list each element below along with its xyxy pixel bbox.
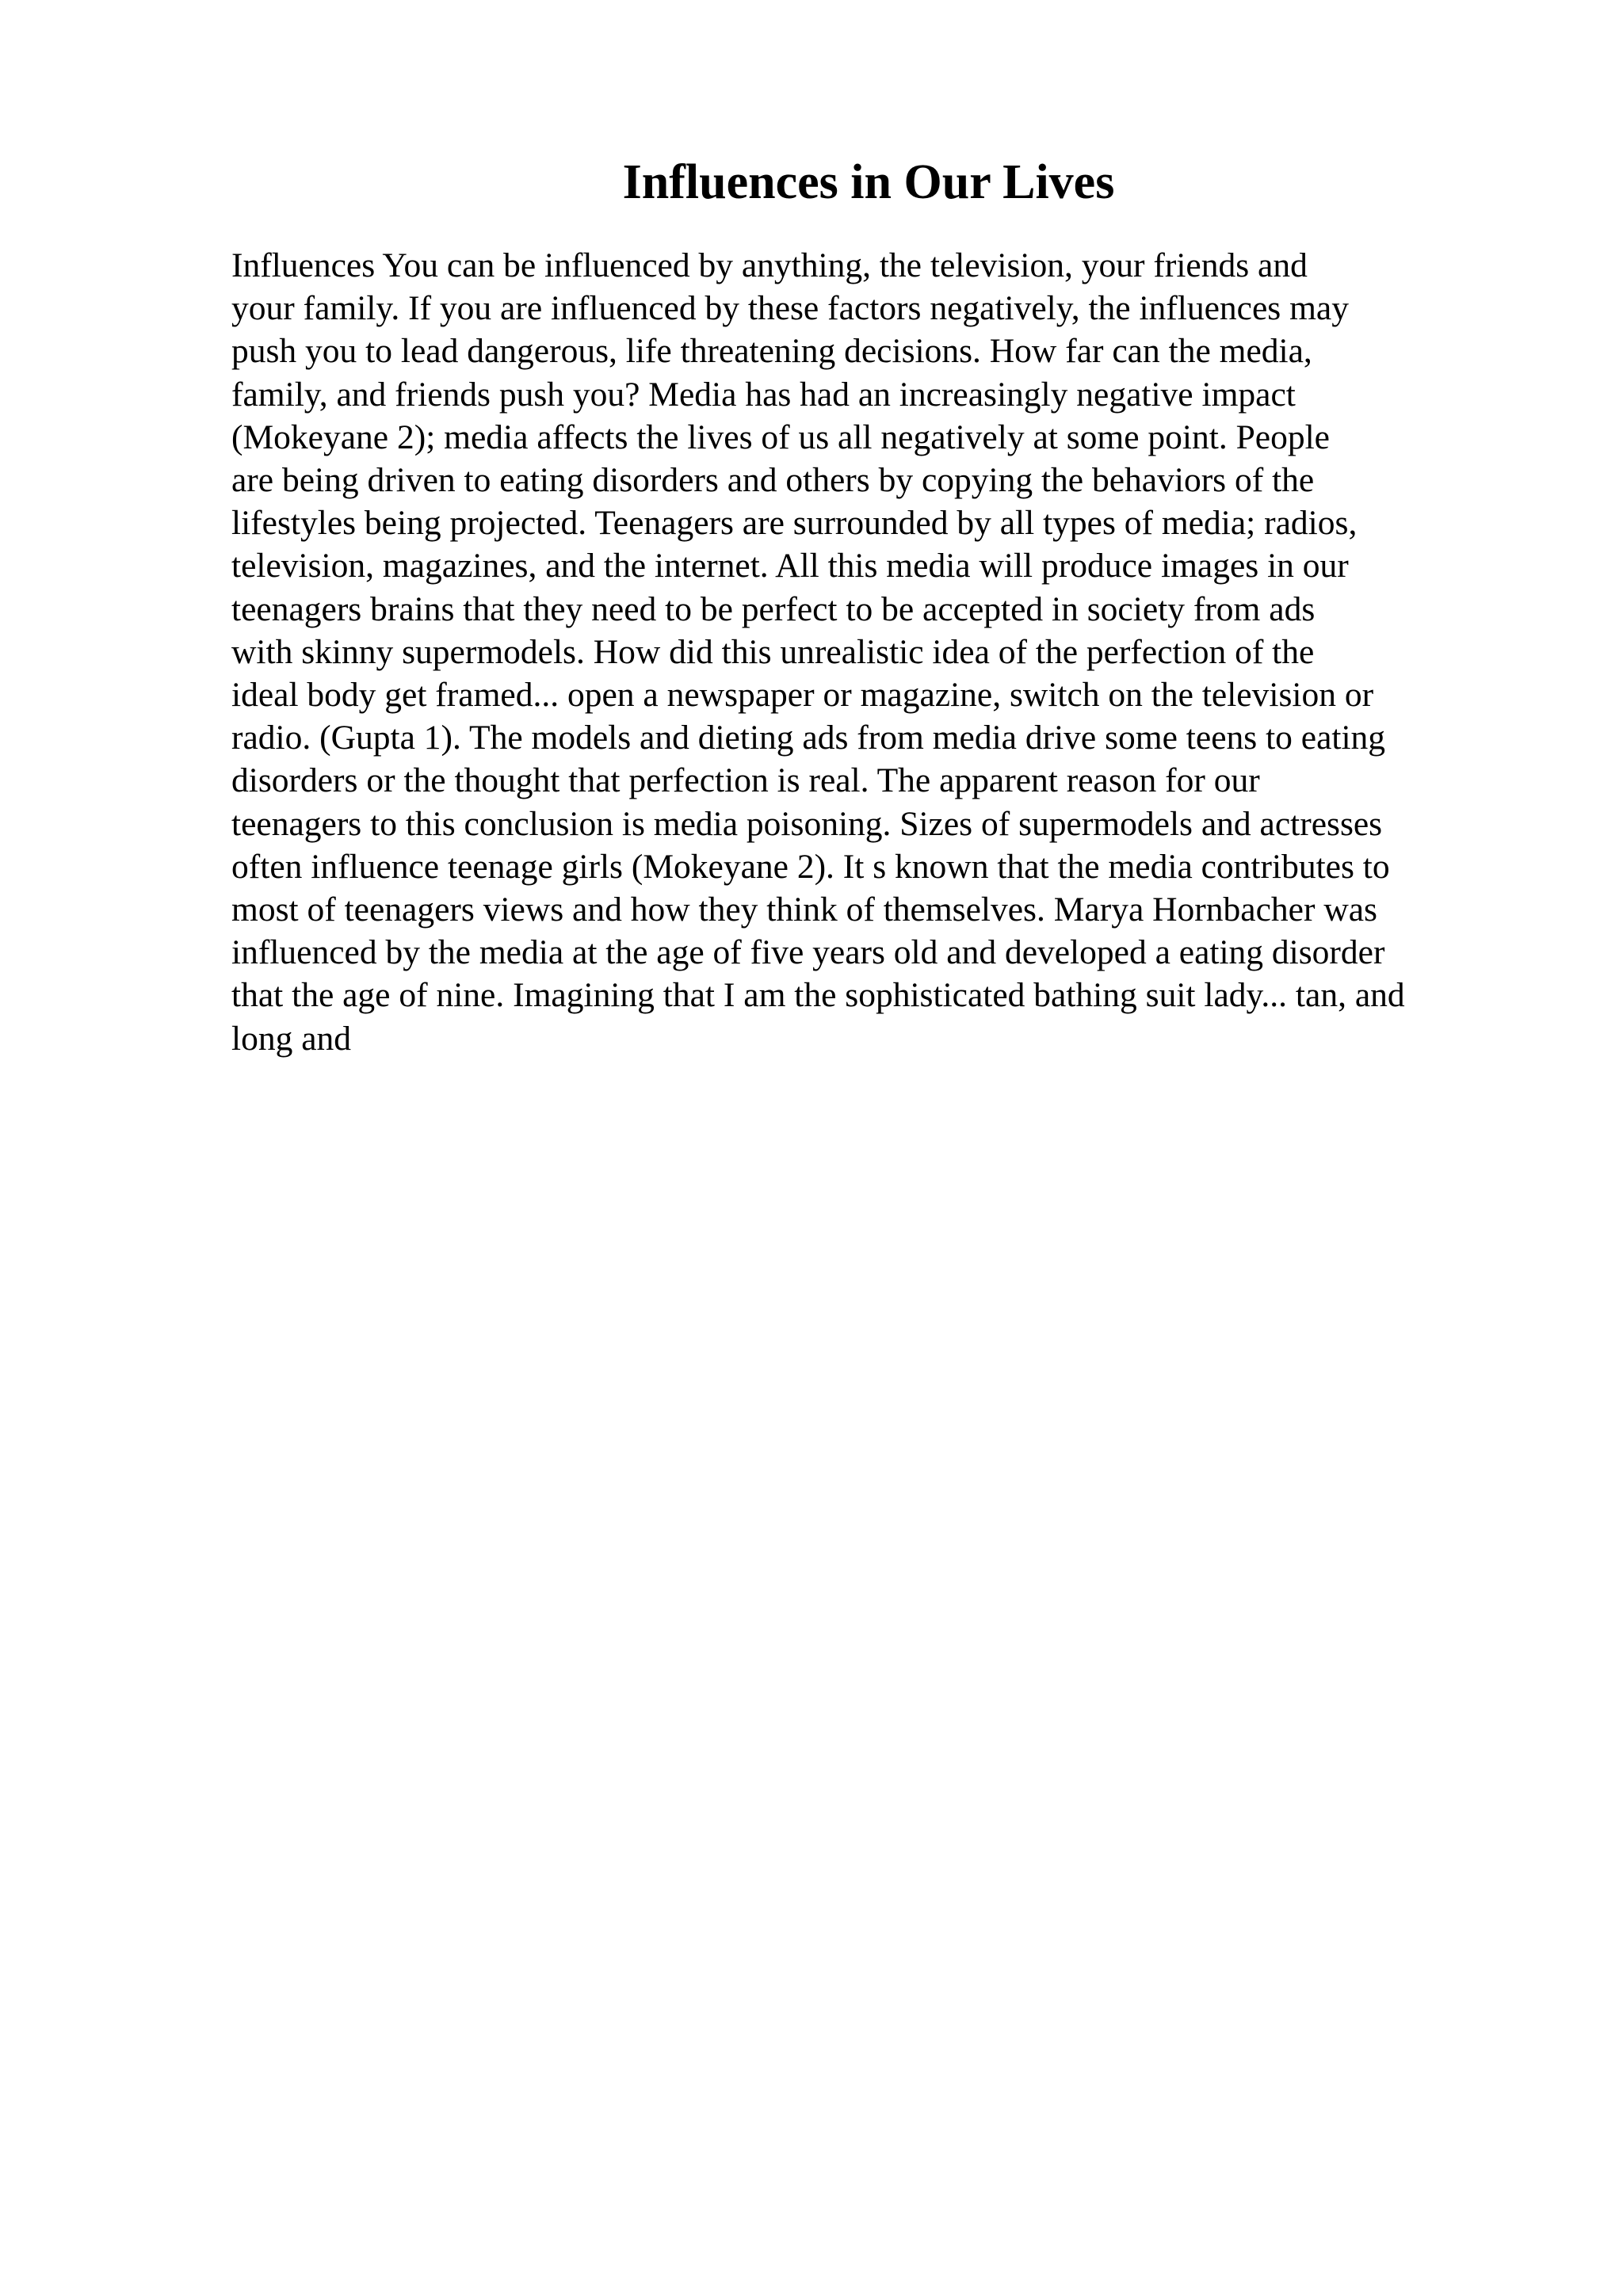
- text-line: television, magazines, and the internet. All this media will produce images in our: [231, 547, 1349, 585]
- text-line: teenagers brains that they need to be perfect to be accepted in society from ads: [231, 589, 1316, 628]
- text-line: disorders or the thought that perfection is real. The apparent reason for our: [231, 761, 1260, 800]
- text-line: lifestyles being projected. Teenagers are surrounded by all types of media; radios,: [231, 504, 1358, 543]
- page-title: Influences in Our Lives: [622, 155, 1115, 209]
- text-line: radio. (Gupta 1). The models and dieting ads from media drive some teens to eating: [231, 719, 1386, 757]
- text-line: often influence teenage girls (Mokeyane 2). It s known that the media contributes to: [231, 847, 1390, 886]
- text-line: ideal body get framed... open a newspaper or magazine, switch on the television or: [231, 676, 1374, 715]
- body-paragraph: [231, 244, 1610, 1060]
- text-line: family, and friends push you? Media has had an increasingly negative impact: [231, 375, 1296, 414]
- text-line: influenced by the media at the age of five years old and developed a eating disorder: [231, 933, 1385, 972]
- text-line: Influences You can be influenced by anything, the television, your friends and: [231, 246, 1308, 284]
- text-line: your family. If you are influenced by these factors negatively, the influences may: [231, 289, 1349, 328]
- text-line: long and: [231, 1019, 352, 1058]
- text-line: push you to lead dangerous, life threatening decisions. How far can the media,: [231, 332, 1312, 371]
- text-line: teenagers to this conclusion is media poisoning. Sizes of supermodels and actresses: [231, 804, 1383, 843]
- text-line: are being driven to eating disorders and others by copying the behaviors of the: [231, 461, 1315, 500]
- text-line: most of teenagers views and how they think of themselves. Marya Hornbacher was: [231, 891, 1377, 929]
- text-line: that the age of nine. Imagining that I am the sophisticated bathing suit lady... tan, and: [231, 976, 1405, 1015]
- text-line: (Mokeyane 2); media affects the lives of us all negatively at some point. People: [231, 418, 1330, 456]
- text-line: with skinny supermodels. How did this unrealistic idea of the perfection of the: [231, 632, 1315, 671]
